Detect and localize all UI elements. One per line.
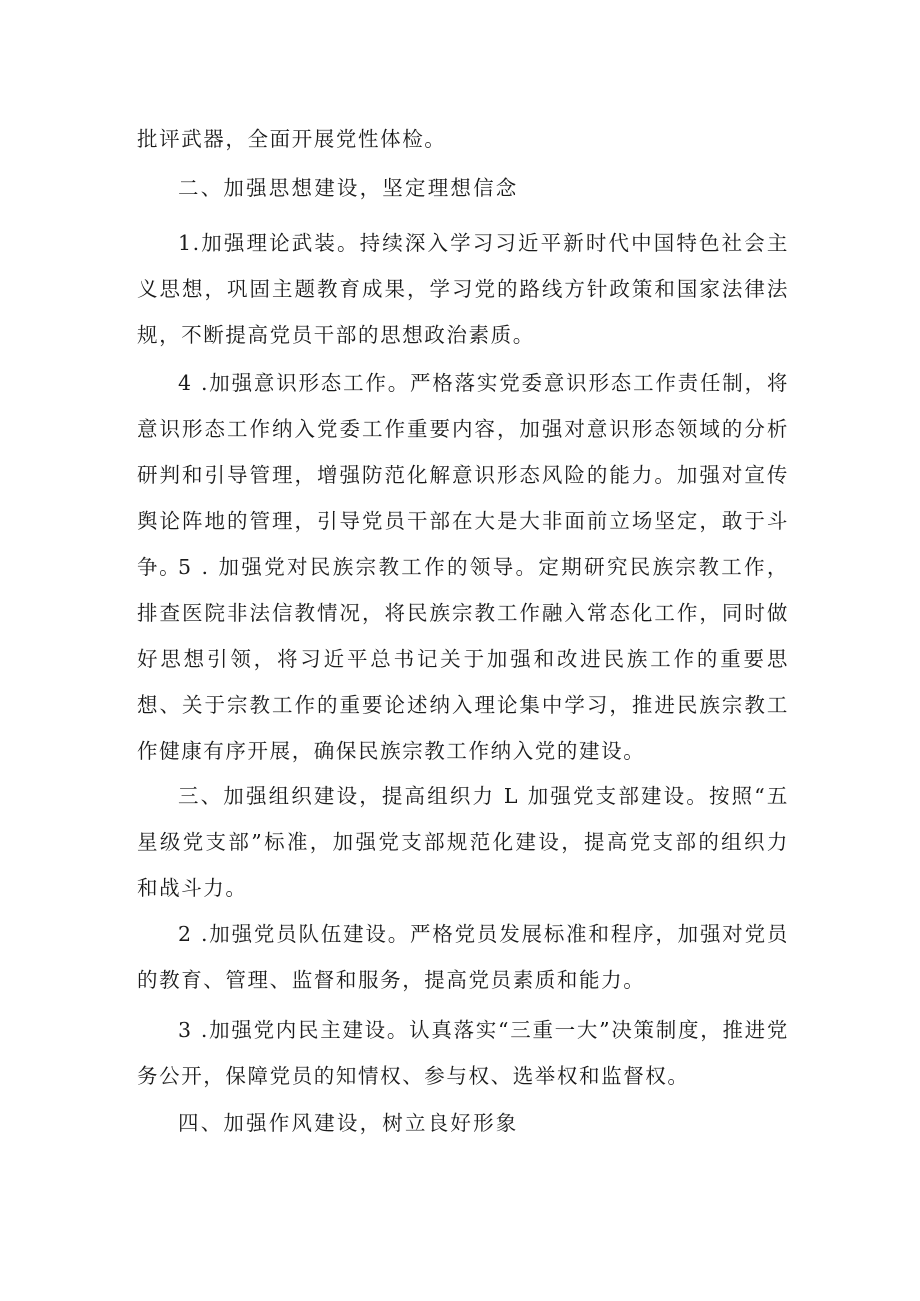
section-heading-2: 二、加强思想建设，坚定理想信念 — [178, 176, 519, 200]
section-heading-4: 四、加强作风建设，树立良好形象 — [178, 1111, 519, 1135]
paragraph-ideology-work: 4 .加强意识形态工作。严格落实党委意识形态工作责任制，将意识形态工作纳入党委工作重要内容，加强对意识形态领域的分析研判和引导管理，增强防范化解意识形态风险的能力。加强对宣传舆论阵地的管理，引导党员干部在大是大非面前立场坚定，敢于斗争。 — [137, 371, 789, 579]
paragraph-continuation: 批评武器，全面开展党性体检。 — [137, 127, 447, 151]
paragraph-ethnic-religious-work: 5 . 加强党对民族宗教工作的领导。定期研究民族宗教工作，排查医院非法信教情况，将民族宗教工作融入常态化工作，同时做好思想引领，将习近平总书记关于加强和改进民族工作的重要思想、关于宗教工作的重要论述纳入理论集中学习，推进民族宗教工作健康有序开展，确保民族宗教工作纳入党的建设。 — [137, 555, 789, 763]
paragraph-party-member-team: 2 .加强党员队伍建设。严格党员发展标准和程序，加强对党员的教育、管理、监督和服务，提高党员素质和能力。 — [137, 922, 789, 992]
section-heading-3-with-item-1: 三、加强组织建设，提高组织力 L 加强党支部建设。按照“五星级党支部”标准，加强党支部规范化建设，提高党支部的组织力和战斗力。 — [137, 784, 789, 900]
paragraph-theory-armament: 1.加强理论武装。持续深入学习习近平新时代中国特色社会主义思想，巩固主题教育成果，学习党的路线方针政策和国家法律法规，不断提高党员干部的思想政治素质。 — [137, 231, 789, 347]
paragraph-inner-party-democracy: 3 .加强党内民主建设。认真落实“三重一大”决策制度，推进党务公开，保障党员的知情权、参与权、选举权和监督权。 — [137, 1018, 789, 1088]
